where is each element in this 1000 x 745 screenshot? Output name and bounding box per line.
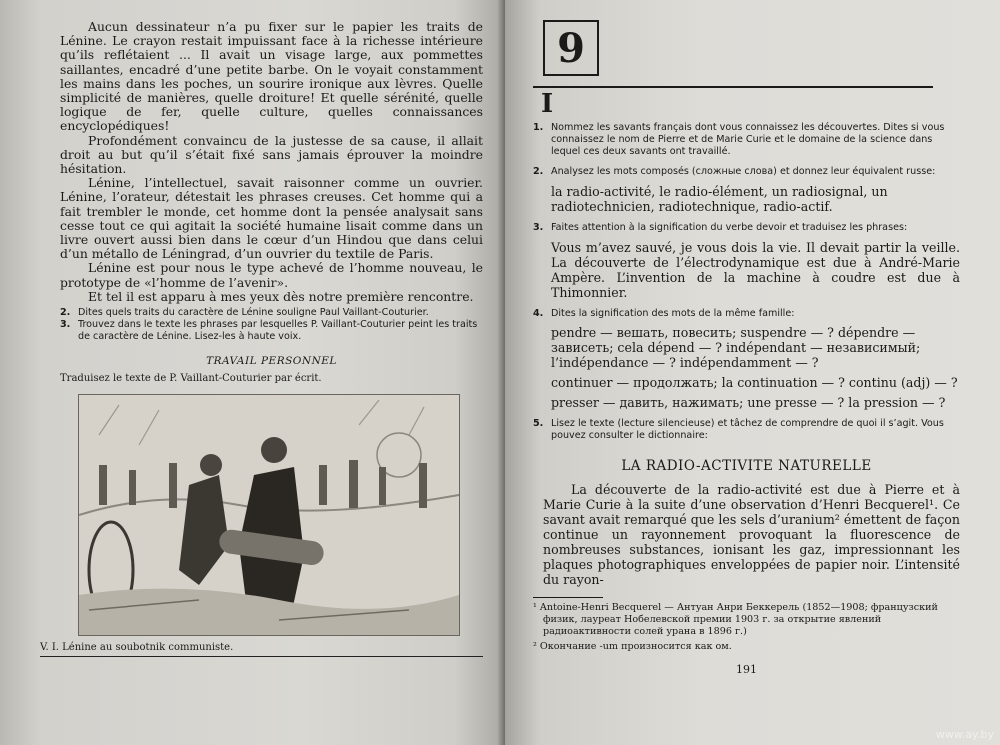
question-number: 4. <box>533 308 544 319</box>
illustration-caption: V. I. Lénine au soubotnik communiste. <box>40 642 234 654</box>
right-page <box>505 0 1000 745</box>
section-rule <box>533 86 933 88</box>
page-number: 191 <box>736 663 757 676</box>
question-number: 2. <box>60 307 71 319</box>
travail-text: Traduisez le texte de P. Vaillant-Couturier par écrit. <box>60 373 322 385</box>
question-text: Analysez les mots composés (сложные слова) et donnez leur équivalent russe: <box>551 166 936 177</box>
paragraph: Et tel il est apparu à mes yeux dès notre première rencontre. <box>88 288 474 304</box>
question-text: Dites quels traits du caractère de Lénine souligne Paul Vaillant-Couturier. <box>78 307 429 319</box>
question-number: 3. <box>533 222 544 233</box>
illustration <box>78 394 460 636</box>
paragraph: Lénine, l’intellectuel, savait raisonner comme un ouvrier. Lénine, l’orateur, détestait les phrases creuses. Cet homme qui a fait trembler le monde, cet homme dont la pensée analysait sans cesse tout ce qui agitait la société humaine lisait comme dans un livre ouvert aussi bien dans le cœur d’un Hindou que dans celui d’un métallo de Léningrad, d’un ouvrier du textile de Paris. <box>60 175 483 262</box>
question-item <box>533 122 960 158</box>
question-text: Nommez les savants français dont vous connaissez les découvertes. Dites si vous connaissez le nom de Pierre et de Marie Curie et le domaine de la science dans lequel ces deux savants ont travaillé. <box>551 122 945 157</box>
footnote: ¹ Antoine-Henri Becquerel — Антуан Анри Беккерель (1852—1908; французский физик, лауреат Нобелевской премии 1903 г. за открытие явлений радиоактивности солей урана в 1896 г.) <box>533 602 938 637</box>
paragraph: Lénine est pour nous le type achevé de l’homme nouveau, le prototype de «l’homme de l’avenir». <box>60 260 483 290</box>
watermark: www.ay.by <box>935 728 994 741</box>
word-family: pendre — вешать, повесить; suspendre — ? dépendre — зависеть; cela dépend — ? indépendant — независимый; l’indépendance — ? indépendamment — ? <box>551 325 921 370</box>
footnote-rule <box>533 597 603 598</box>
footnote: ² Окончание -um произносится как ом. <box>533 641 732 652</box>
bottom-rule <box>40 656 483 657</box>
word-family: continuer — продолжать; la continuation — ? continu (adj) — ? <box>551 375 958 390</box>
paragraph: Profondément convaincu de la justesse de sa cause, il allait droit au but qu’il s’était fixé sans jamais éprouver la moindre hésitation. <box>60 132 483 177</box>
question-text: Faites attention à la signification du verbe devoir et traduisez les phrases: <box>551 222 908 233</box>
paragraph: Aucun dessinateur n’a pu fixer sur le papier les traits de Lénine. Le crayon restait impuissant face à la richesse intérieure qu’ils reflétaient ... Il avait un visage large, aux pommettes saillantes, encadré d’une petite barbe. On le voyait constamment les mains dans les poches, un sourire ironique aux lèvres. Quelle simplicité de manières, quelle droiture! Et quelle sérénité, quelle logique de fer, quelle culture, quelles connaissances encyclopédiques! <box>60 19 483 134</box>
question-number: 3. <box>60 319 71 331</box>
compound-words: la radio-activité, le radio-élément, un radiosignal, un radiotechnicien, radiotechnique, radio-actif. <box>551 184 888 214</box>
section-number: I <box>541 89 554 119</box>
question-text: Trouvez dans le texte les phrases par lesquelles P. Vaillant-Couturier peint les traits de caractère de Lénine. Lisez-les à haute voix. <box>78 319 478 343</box>
question-number: 2. <box>533 166 544 177</box>
question-item <box>533 222 960 234</box>
question-number: 5. <box>533 418 544 429</box>
lesson-number: 9 <box>557 24 585 72</box>
reading-text: La découverte de la radio-activité est due à Pierre et à Marie Curie à la suite d’une observation d’Henri Becquerel¹. Ce savant avait remarqué que les sels d’uranium² émettent de façon continue un rayonnement provoquant la fluorescence de nombreuses substances, ionisant les gaz, impressionnant les plaques photographiques enveloppées de papier noir. L’intensité du rayon- <box>543 482 960 587</box>
lesson-number-box <box>543 20 599 76</box>
lenine-subbotnik-drawing <box>79 395 459 635</box>
text-title: LA RADIO-ACTIVITE NATURELLE <box>621 458 872 474</box>
question-text: Dites la signification des mots de la même famille: <box>551 308 795 319</box>
question-number: 1. <box>533 122 544 133</box>
question-item <box>60 307 483 319</box>
travail-heading: TRAVAIL PERSONNEL <box>206 355 337 368</box>
word-family: presser — давить, нажимать; une presse — ? la pression — ? <box>551 395 946 410</box>
question-item <box>533 418 960 442</box>
question-item <box>60 319 483 343</box>
question-item <box>533 166 960 178</box>
devoir-sentences: Vous m’avez sauvé, je vous dois la vie. Il devait partir la veille. La découverte de l’électrodynamique est due à André-Marie Ampère. L’invention de la machine à coudre est due à Thimonnier. <box>551 240 960 300</box>
question-item <box>533 308 960 320</box>
question-text: Lisez le texte (lecture silencieuse) et tâchez de comprendre de quoi il s’agit. Vous pouvez consulter le dictionnaire: <box>551 418 944 441</box>
